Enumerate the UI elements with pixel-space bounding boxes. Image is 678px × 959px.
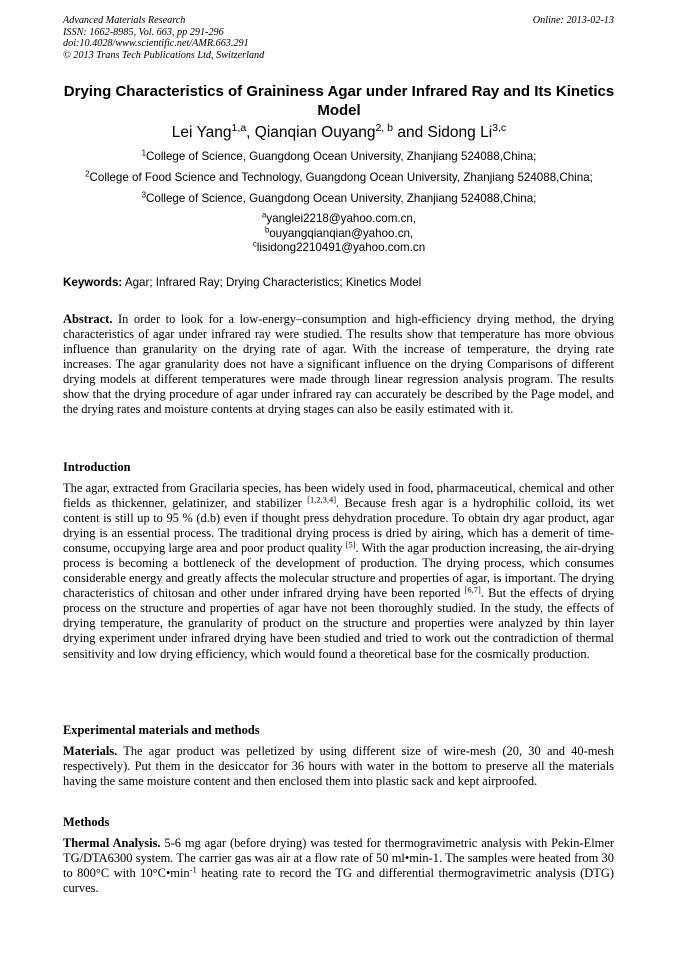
intro-text: . With the agar production increasing, the air-drying process is becoming a bottleneck of the development of production. The drying process, which consumes considerable energy and greatly affects the molecular structure and properties of agar, is important. The drying characteristics of chitosan and other under infrared drying have been reported bbox=[63, 541, 614, 601]
doi-line: doi:10.4028/www.scientific.net/AMR.663.291 bbox=[63, 38, 249, 50]
author-superscript: 2, b bbox=[375, 122, 394, 135]
affiliation-text: College of Food Science and Technology, Guangdong Ocean University, Zhanjiang 524088,China; bbox=[89, 171, 593, 184]
issn-line: ISSN: 1662-8985, Vol. 663, pp 291-296 bbox=[63, 26, 224, 38]
author-list bbox=[63, 123, 615, 143]
affiliation-superscript: 1 bbox=[141, 148, 147, 158]
journal-name: Advanced Materials Research bbox=[63, 15, 186, 26]
citation: [5] bbox=[345, 539, 356, 550]
introduction-heading: Introduction bbox=[63, 460, 131, 474]
thermal-superscript: -1 bbox=[189, 864, 197, 875]
author-superscript: 1,a bbox=[231, 122, 247, 135]
journal-header bbox=[63, 15, 264, 61]
affiliation-superscript: 3 bbox=[141, 190, 147, 200]
materials-paragraph bbox=[63, 744, 614, 789]
email-line bbox=[63, 212, 615, 227]
online-date: Online: 2013-02-13 bbox=[532, 15, 614, 26]
keywords-label: Keywords: bbox=[63, 276, 123, 289]
intro-text: . But the effects of drying process on the structure and properties of agar have not been thoroughly studied. In the study, the effects of drying temperature, the granularity of product on the structure and properties were analyzed by thin layer drying experiment under infrared drying have been studied and tried to work out the contradiction of thermal sensitivity and low drying efficiency, which would found a theoretical base for the cosmically production. bbox=[63, 586, 614, 661]
citation: [1,2,3,4] bbox=[307, 494, 337, 505]
introduction-paragraph bbox=[63, 481, 614, 662]
affiliation-text: College of Science, Guangdong Ocean University, Zhanjiang 524088,China; bbox=[146, 192, 537, 205]
materials-label: Materials. bbox=[63, 744, 118, 758]
paper-title: Drying Characteristics of Graininess Agar under Infrared Ray and Its Kinetics Model bbox=[63, 83, 615, 119]
abstract-label: Abstract. bbox=[63, 312, 113, 326]
affiliation-text: College of Science, Guangdong Ocean University, Zhanjiang 524088,China; bbox=[146, 150, 537, 163]
affiliation bbox=[40, 150, 638, 164]
keywords bbox=[63, 276, 615, 290]
author-superscript: 3,c bbox=[492, 122, 507, 135]
email-line bbox=[63, 227, 615, 242]
email-line bbox=[63, 241, 615, 256]
intro-text: The agar, extracted from Gracilaria species, has been widely used in food, pharmaceutical, chemical and other fields as thickenner, gelatinizer, and stabilizer bbox=[63, 481, 614, 511]
email-superscript: b bbox=[264, 225, 270, 235]
affiliation-superscript: 2 bbox=[85, 169, 90, 179]
thermal-label: Thermal Analysis. bbox=[63, 836, 161, 850]
author-name: and Sidong Li bbox=[393, 124, 493, 141]
email-superscript: c bbox=[252, 239, 257, 249]
author-name: Lei Yang bbox=[171, 124, 232, 141]
email-address: lisidong2210491@yahoo.com.cn bbox=[256, 241, 426, 255]
email-block bbox=[63, 212, 615, 256]
affiliation bbox=[40, 171, 638, 185]
methods-heading: Methods bbox=[63, 815, 110, 829]
thermal-text: heating rate to record the TG and differential thermogravimetric analysis (DTG) curves. bbox=[63, 866, 614, 896]
email-superscript: a bbox=[261, 210, 267, 220]
abstract-text: In order to look for a low-energy–consumption and high-efficiency drying method, the drying characteristics of agar under infrared ray were studied. The results show that temperature has more obvious influence than granularity on the drying rate of agar. With the increase of temperature, the drying rate increases. The agar granularity does not have a significant influence on the drying Comparisons of different drying models at different temperatures were made through linear regression analysis program. The results show that the drying procedure of agar under infrared ray can accurately be described by the Page model, and the drying rates and moisture contents at drying stages can also be easily estimated with it. bbox=[63, 312, 614, 417]
email-address: ouyangqianqian@yahoo.cn, bbox=[269, 226, 414, 240]
thermal-text: 5-6 mg agar (before drying) was tested for thermogravimetric analysis with Pekin-Elmer TG/DTA6300 system. The carrier gas was air at a flow rate of 50 ml•min-1. The samples were heated from 30 to 800°C with 10°C•min bbox=[63, 836, 615, 881]
email-address: yanglei2218@yahoo.com.cn, bbox=[266, 212, 417, 225]
author-name: , Qianqian Ouyang bbox=[246, 124, 376, 141]
affiliation bbox=[40, 192, 638, 206]
experimental-heading: Experimental materials and methods bbox=[63, 723, 260, 737]
keywords-text: Agar; Infrared Ray; Drying Characteristics; Kinetics Model bbox=[122, 276, 422, 289]
intro-text: . Because fresh agar is a hydrophilic colloid, its wet content is still up to 95 % (d.b) even if thought press dehydration procedure. To obtain dry agar product, agar drying is an essential process. The traditional drying process is dried by airing, which has a demerit of time-consume, occupying large area and poor product quality bbox=[63, 496, 614, 556]
citation: [6,7] bbox=[464, 584, 481, 595]
copyright-line: © 2013 Trans Tech Publications Ltd, Switzerland bbox=[63, 49, 265, 61]
thermal-analysis-paragraph bbox=[63, 836, 614, 896]
abstract bbox=[63, 312, 614, 417]
materials-text: The agar product was pelletized by using different size of wire-mesh (20, 30 and 40-mesh respectively). Put them in the desiccator for 36 hours with water in the bottom to preserve all the materials having the same moisture content and then enclosed them into plastic sack and kept airproofed. bbox=[63, 744, 614, 789]
